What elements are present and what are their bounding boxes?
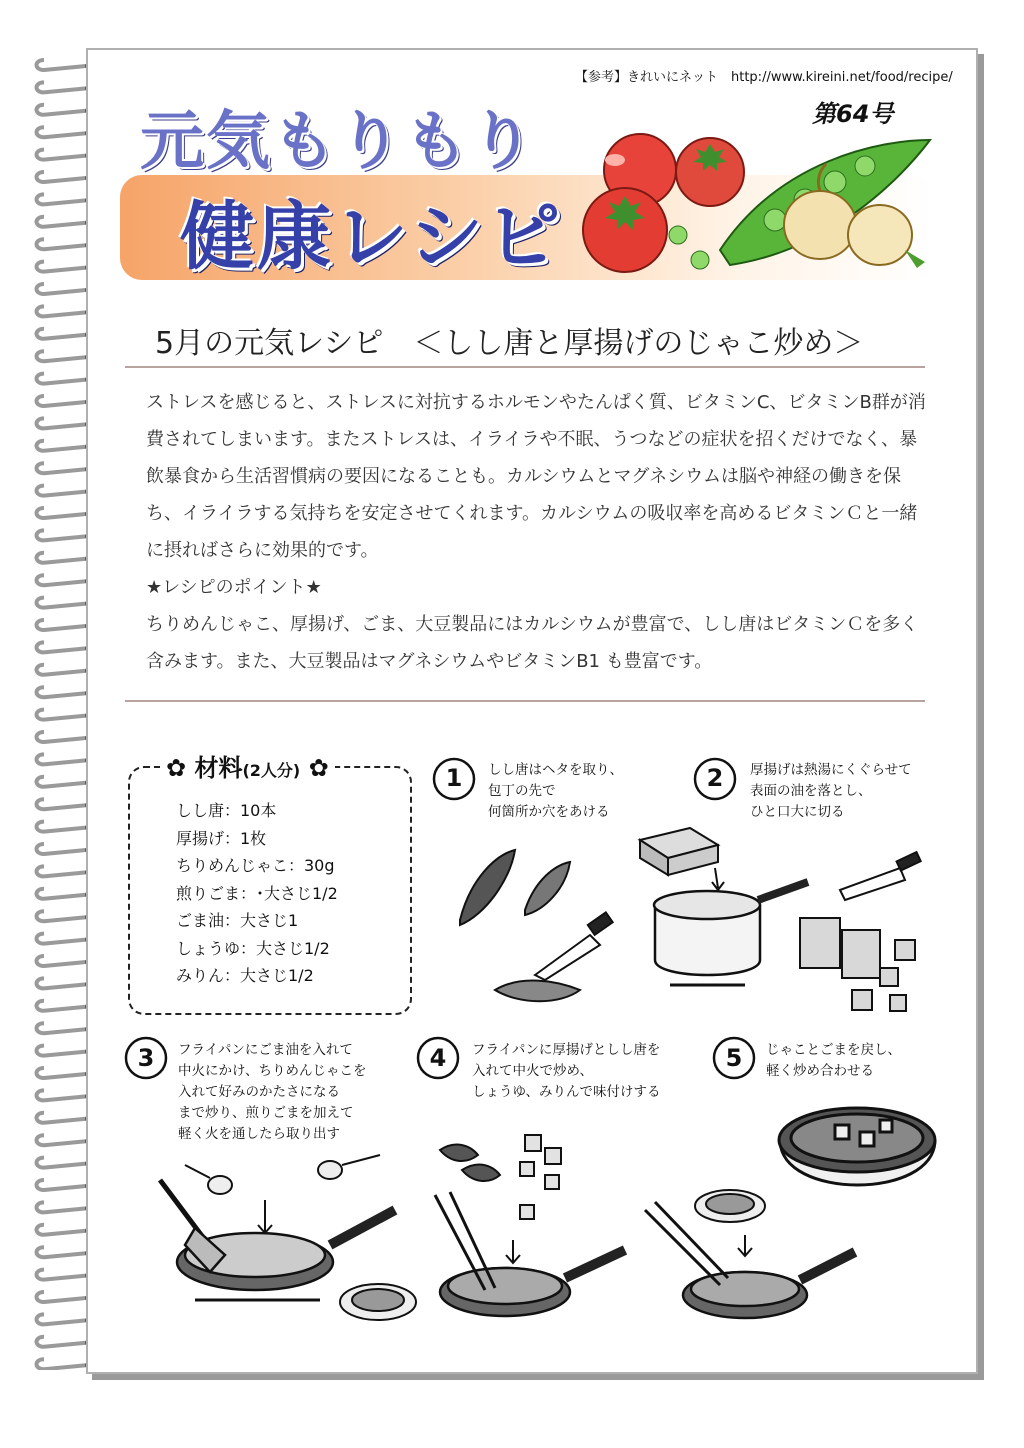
step-line: フライパンに厚揚げとしし唐を [472, 1042, 661, 1058]
step-line: じゃことごまを戻し、 [766, 1042, 901, 1058]
ingredient-item: 煎りごま：･大さじ1/2 [176, 883, 338, 903]
knife-icon [840, 852, 921, 900]
title-line1: 元気もりもり [140, 105, 536, 179]
pepper-icon [440, 1145, 500, 1181]
step-line: フライパンにごま油を入れて [178, 1042, 353, 1058]
step-5-circle [714, 1038, 754, 1078]
step-line: 表面の油を落とし、 [750, 783, 872, 799]
spoon-icon [185, 1155, 380, 1194]
step-line: 入れて中火で炒め、 [472, 1063, 593, 1079]
step-line: まで炒り、煎りごまを加えて [178, 1105, 354, 1121]
step-5-number: 5 [725, 1044, 743, 1072]
step-line: 軽く火を通したら取り出す [178, 1126, 340, 1142]
plate-icon [340, 1284, 416, 1320]
ingredient-item: 厚揚げ：1枚 [176, 828, 267, 848]
step-line: 包丁の先で [488, 783, 556, 799]
step-3-number: 3 [137, 1044, 155, 1072]
source-credit: 【参考】きれいにネット http://www.kireini.net/food/recipe/ [575, 70, 953, 85]
bowl-icon [779, 1108, 935, 1185]
pot-icon [654, 882, 808, 985]
ingredient-item: ごま油：大さじ1 [176, 911, 299, 930]
pepper-icon [460, 850, 580, 1001]
ingredient-item: しし唐：10本 [176, 801, 277, 820]
plate-icon [695, 1190, 765, 1222]
step-1-number: 1 [445, 764, 463, 792]
step-2-number: 2 [706, 764, 724, 792]
step-3-circle [126, 1038, 166, 1078]
flower-icon: ✿ [166, 754, 187, 782]
step-line: 軽く炒め合わせる [766, 1063, 874, 1079]
issue-number: 第64号 [812, 100, 894, 128]
tofu-cubes-icon [520, 1135, 561, 1219]
step-line: 入れて好みのかたさになる [178, 1084, 340, 1100]
step-line: しょうゆ、みりんで味付けする [472, 1084, 661, 1100]
servings-label: (2人分) [242, 761, 301, 780]
step-line: 厚揚げは熱湯にくぐらせて [750, 762, 912, 778]
ingredient-item: ちりめんじゃこ：30g [176, 856, 335, 875]
step-2-circle [695, 759, 735, 799]
tofu-cubes-icon [800, 918, 915, 1011]
ingredients-label: 材料 [194, 754, 243, 782]
flower-icon: ✿ [308, 754, 329, 782]
step-1-circle [434, 759, 474, 799]
step-line: 中火にかけ、ちりめんじゃこを [178, 1063, 367, 1079]
point-heading: ★レシピのポイント★ [146, 577, 322, 598]
step-line: 何箇所か穴をあける [488, 804, 610, 820]
fried-tofu-icon [640, 828, 718, 875]
title-line2: 健康レシピ [180, 194, 564, 280]
step-4-number: 4 [429, 1044, 447, 1072]
frying-pan-icon [683, 1252, 855, 1318]
step-line: ひと口大に切る [750, 804, 845, 820]
point-paragraph: ちりめんじゃこ、厚揚げ、ごま、大豆製品にはカルシウムが豊富で、しし唐はビタミンＣを多く含みます。また、大豆製品はマグネシウムやビタミンB1 も豊富です。 [146, 614, 919, 672]
knife-icon [535, 912, 613, 980]
intro-paragraph: ストレスを感じると、ストレスに対抗するホルモンやたんぱく質、ビタミンC、ビタミンB群が消費されてしまいます。またストレスは、イライラや不眠、うつなどの症状を招くだけでなく、暴飲暴食から生活習慣病の要因になることも。カルシウムとマグネシウムは脳や神経の働きを保ち、イライラする気持ちを安定させてくれます。カルシウムの吸収率を高めるビタミンＣと一緒に摂ればさらに効果的です。 [146, 392, 926, 561]
step-4-circle [418, 1038, 458, 1078]
ingredient-item: しょうゆ：大さじ1/2 [176, 938, 330, 958]
recipe-heading: 5月の元気レシピ ＜しし唐と厚揚げのじゃこ炒め＞ [155, 326, 864, 361]
step-line: しし唐はヘタを取り、 [488, 762, 623, 778]
ingredient-item: みりん：大さじ1/2 [176, 966, 314, 985]
